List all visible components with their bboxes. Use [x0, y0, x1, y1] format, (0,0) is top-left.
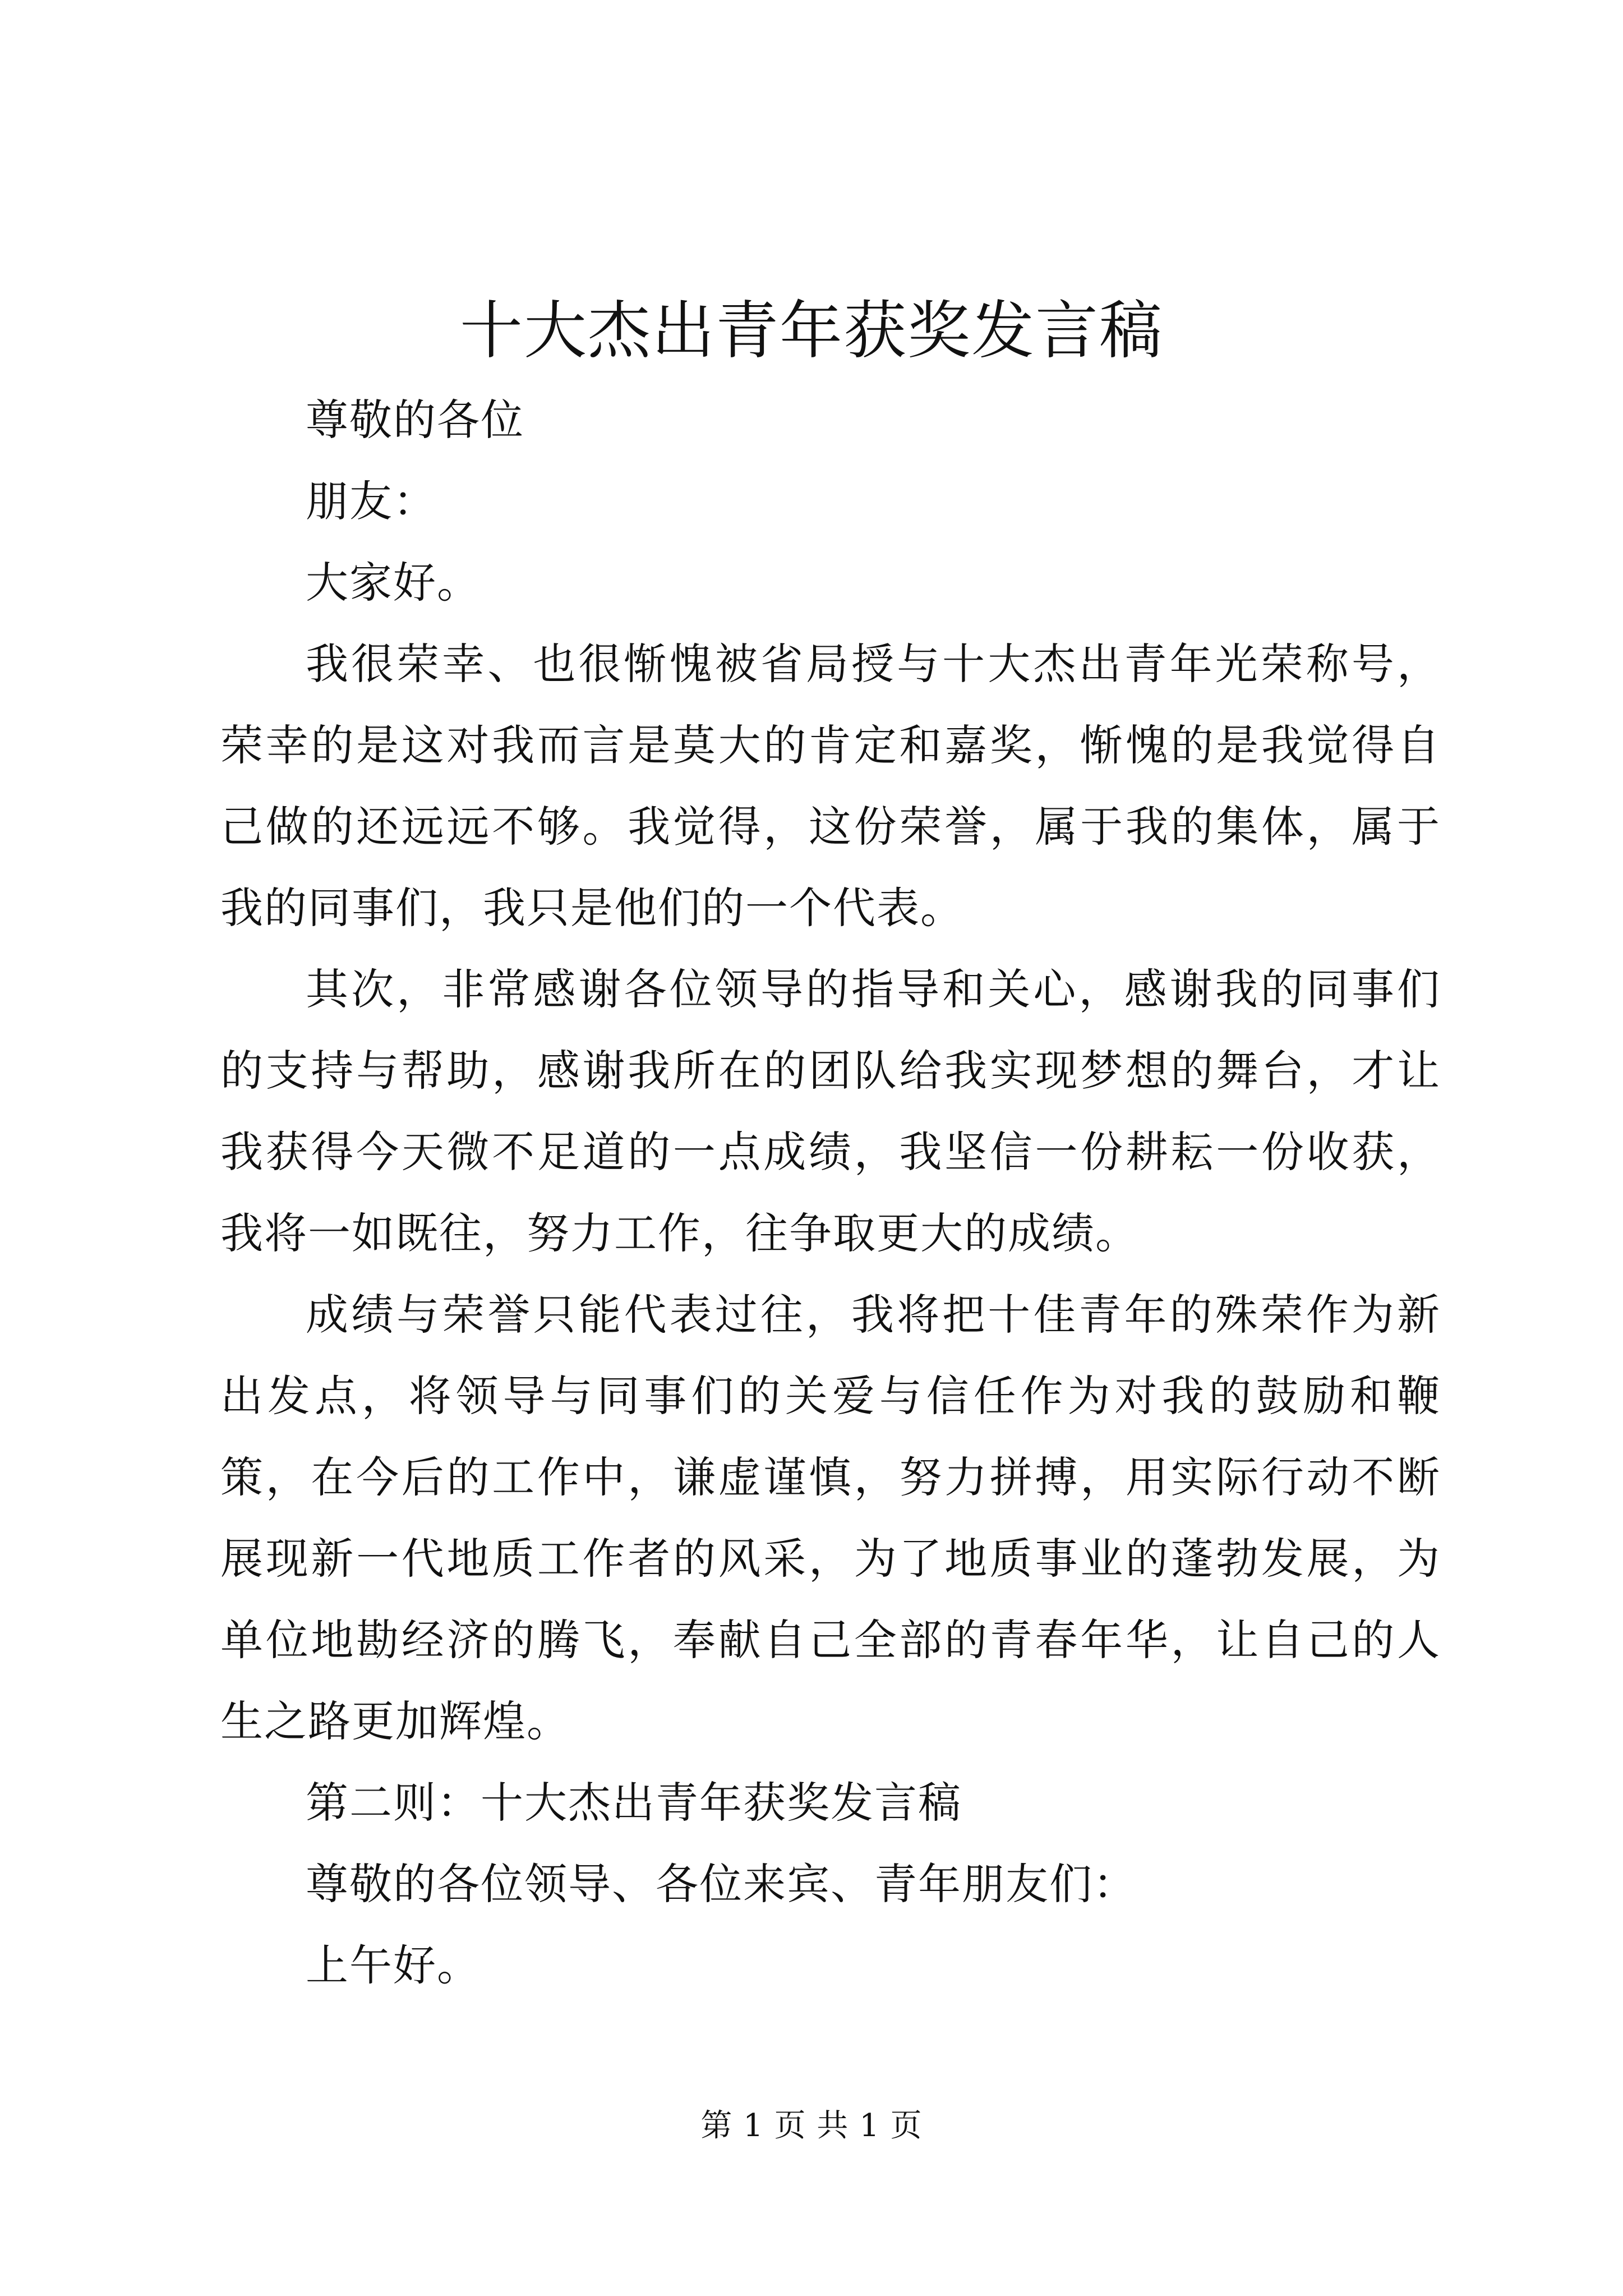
document-title: 十大杰出青年获奖发言稿	[460, 295, 1163, 367]
paragraph-thanks: 其次，非常感谢各位领导的指导和关心，感谢我的同事们的支持与帮助，感谢我所在的团队给我实现梦想的舞台，才让我获得今天微不足道的一点成绩，我坚信一份耕耘一份收获，我将一如既往，努力工作，往争取更大的成绩。	[220, 964, 1441, 1258]
paragraph-salutation-friends: 朋友：	[306, 476, 437, 526]
paragraph-greeting: 大家好。	[306, 558, 481, 608]
paragraph-second-salutation: 尊敬的各位领导、各位来宾、青年朋友们：	[306, 1859, 1137, 1909]
paragraph-second-heading: 第二则：十大杰出青年获奖发言稿	[306, 1778, 962, 1828]
paragraph-future: 成绩与荣誉只能代表过往，我将把十佳青年的殊荣作为新出发点，将领导与同事们的关爱与信任作为对我的鼓励和鞭策，在今后的工作中，谦虚谨慎，努力拼搏，用实际行动不断展现新一代地质工作者的风采，为了地质事业的蓬勃发展，为单位地勘经济的腾飞，奉献自己全部的青春年华，让自己的人生之路更加辉煌。	[220, 1290, 1441, 1746]
paragraph-second-greeting: 上午好。	[306, 1940, 481, 1990]
page-footer: 第 1 页 共 1 页	[700, 2108, 923, 2144]
document-body	[220, 379, 1441, 2006]
paragraph-salutation: 尊敬的各位	[306, 395, 524, 445]
paragraph-honor: 我很荣幸、也很惭愧被省局授与十大杰出青年光荣称号，荣幸的是这对我而言是莫大的肯定和嘉奖，惭愧的是我觉得自己做的还远远不够。我觉得，这份荣誉，属于我的集体，属于我的同事们，我只是他们的一个代表。	[220, 639, 1441, 933]
